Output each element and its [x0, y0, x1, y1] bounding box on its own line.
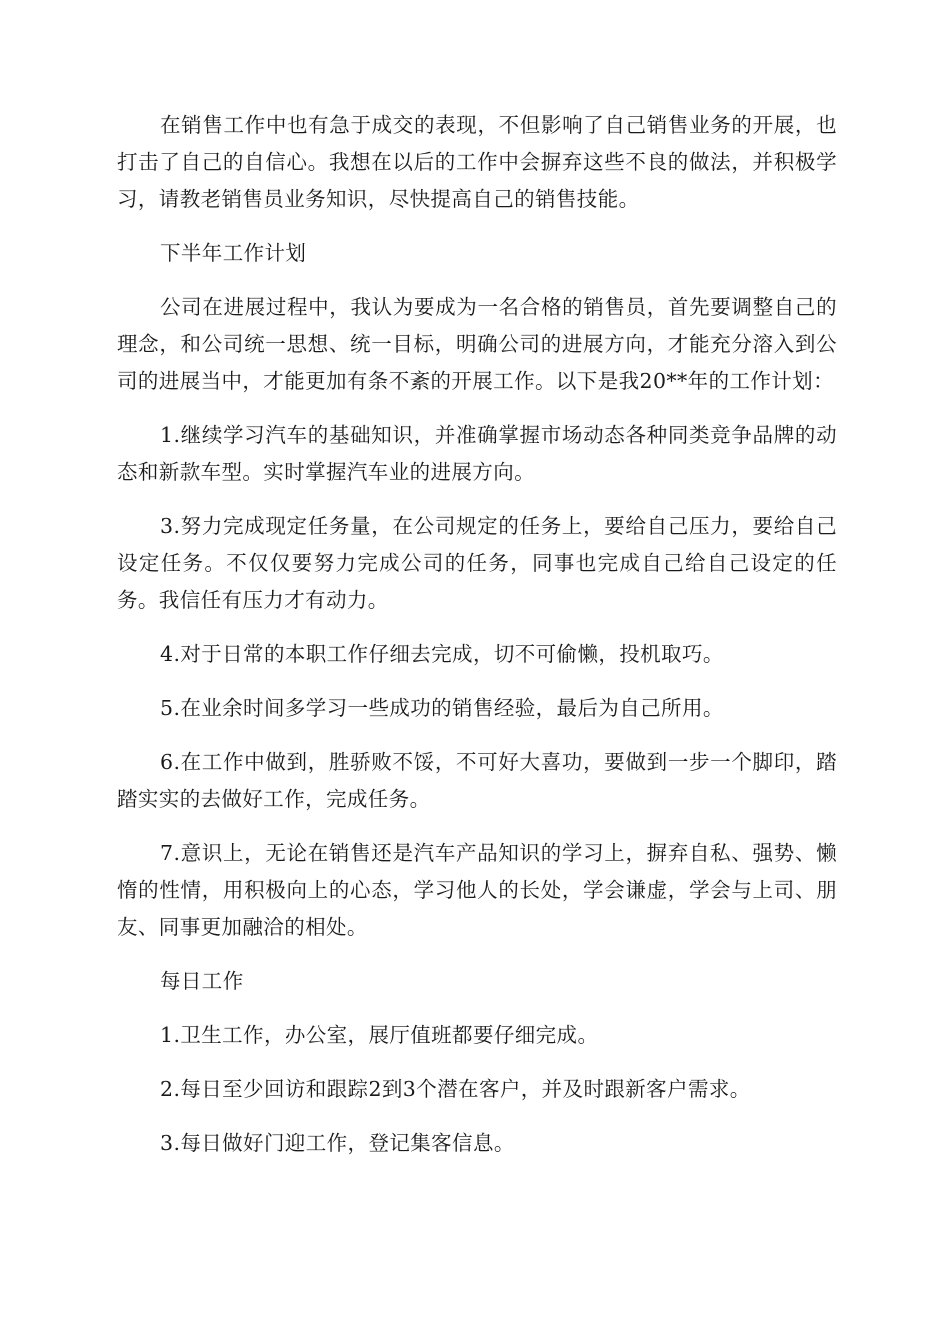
heading-daily-work: 每日工作 [160, 969, 244, 993]
daily-item-1: 1.卫生工作，办公室，展厅值班都要仔细完成。 [160, 1023, 599, 1047]
plan-item-3: 3.努力完成现定任务量，在公司规定的任务上，要给自己压力，要给自己设定任务。不仅仅要努力完成公司的任务，同事也完成自己给自己设定的任务。我信任有压力才有动力。 [117, 514, 837, 612]
plan-item-4: 4.对于日常的本职工作仔细去完成，切不可偷懒，投机取巧。 [160, 642, 724, 666]
daily-item-2: 2.每日至少回访和跟踪2到3个潜在客户，并及时跟新客户需求。 [160, 1077, 751, 1101]
daily-item-3: 3.每日做好门迎工作，登记集客信息。 [160, 1131, 515, 1155]
heading-second-half-plan: 下半年工作计划 [160, 241, 307, 265]
plan-item-7: 7.意识上，无论在销售还是汽车产品知识的学习上，摒弃自私、强势、懒惰的性情，用积极向上的心态，学习他人的长处，学会谦虚，学会与上司、朋友、同事更加融洽的相处。 [117, 841, 837, 939]
plan-item-5: 5.在业余时间多学习一些成功的销售经验，最后为自己所用。 [160, 696, 724, 720]
plan-item-1: 1.继续学习汽车的基础知识，并准确掌握市场动态各种同类竞争品牌的动态和新款车型。实时掌握汽车业的进展方向。 [117, 423, 837, 484]
paragraph-sales-reflection: 在销售工作中也有急于成交的表现，不但影响了自己销售业务的开展，也打击了自己的自信心。我想在以后的工作中会摒弃这些不良的做法，并积极学习，请教老销售员业务知识，尽快提高自己的销售技能。 [117, 113, 837, 211]
paragraph-company-intro: 公司在进展过程中，我认为要成为一名合格的销售员，首先要调整自己的理念，和公司统一思想、统一目标，明确公司的进展方向，才能充分溶入到公司的进展当中，才能更加有条不紊的开展工作。以下是我20**年的工作计划： [117, 295, 837, 393]
document-body [117, 107, 837, 1179]
plan-item-6: 6.在工作中做到，胜骄败不馁，不可好大喜功，要做到一步一个脚印，踏踏实实的去做好工作，完成任务。 [117, 750, 837, 811]
